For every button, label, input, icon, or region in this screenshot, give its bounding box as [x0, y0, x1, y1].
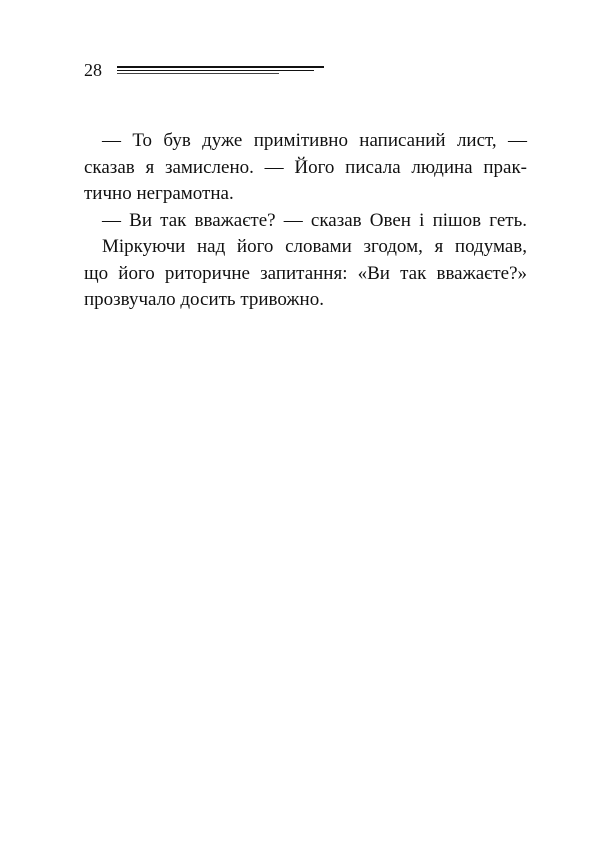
body-text [84, 128, 527, 314]
text-line: тично неграмотна. [84, 183, 234, 204]
text-line: прозвучало досить тривожно. [84, 289, 324, 310]
text-line: — Ви так вважаєте? — сказав Овен і пішов геть. [102, 209, 527, 231]
header-rule [117, 66, 324, 68]
text-line: сказав я замислено. — Його писала людина прак- [84, 156, 527, 178]
header-rule [117, 73, 279, 74]
page-number: 28 [84, 60, 102, 80]
paragraph [84, 234, 527, 314]
paragraph [84, 208, 527, 235]
text-line: що його риторичне запитання: «Ви так вважаєте?» [84, 262, 527, 284]
header-rule [117, 70, 314, 71]
text-line: — То був дуже примітивно написаний лист, — [102, 130, 527, 151]
page-header [84, 58, 334, 82]
text-line: Міркуючи над його словами згодом, я подумав, [102, 236, 527, 257]
paragraph [84, 128, 527, 208]
